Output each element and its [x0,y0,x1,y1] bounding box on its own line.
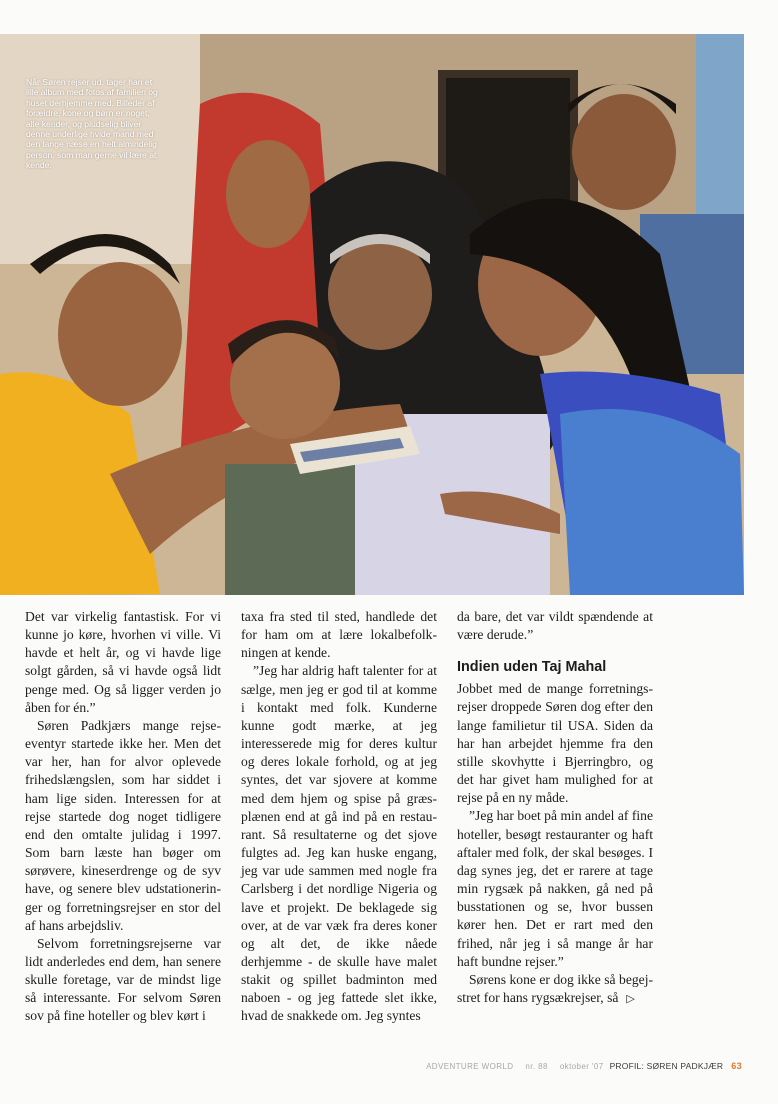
section-label: PROFIL: SØREN PADKJÆR [609,1061,724,1071]
page-footer [426,1061,742,1071]
paragraph-continued [457,971,653,1008]
article-column-3 [457,608,653,1008]
article-photo [0,34,744,595]
paragraph: taxa fra sted til sted, handlede det for ham om at lære lokalbefolkningen at kende. [241,609,437,661]
issue-number: nr. 88 [525,1062,548,1071]
continue-arrow-icon: ▷ [626,991,635,1005]
photo-caption: Når Søren rejser ud, tager han et lille album med fotos af familien og huset derhjemme med. Billeder af forældre, kone og børn er noget, alle kender, og pludselig bliver denne underlige hvide mand med den lange næse en helt almindelig person, som man gerne vil lære at kende. [26,77,158,171]
paragraph: Jobbet med de mange forretningsrejser droppede Søren dog efter den lange familietur til USA. Siden da har han arbejdet hjemme fra den stille skovhytte i Bjerringbro, og det har givet ham mulighed for at rejse på en ny måde. [457,681,653,806]
article-column-2 [241,608,437,1026]
paragraph: da bare, det var vildt spændende at være derude.” [457,609,653,643]
paragraph: ”Jeg har boet på min andel af fine hoteller, besøgt restauranter og haft aftaler med folk, der skal besøges. I dag synes jeg, det er rarere at tage min rygsæk på nakken, gå ned på busstationen og se, hvor bussen kører hen. Det er rart med den frihed, når jeg i så mange år har haft bundne rejser.” [457,808,653,969]
paragraph: ”Jeg har aldrig haft talenter for at sælge, men jeg er god til at komme i kontakt med folk. Kunderne kunne godt mærke, at jeg interesserede mig for deres kultur og deres lokale forhold, og at jeg syntes, det var sjovere at komme med dem hjem og spise på græsplænen end at gå ind på en restaurant. Så resultaterne og det sjove fulgtes ad. Jeg kan huske engang, jeg var ude sammen med nogle fra Carlsberg i det nordlige Nigeria og lave et projekt. De beklagede sig over, at de var væk fra deres koner og alt det, de ikke nåede derhjemme - de skulle have malet stakit og spillet badminton med naboen - og jeg fattede slet ikke, hvad de snakkede om. Jeg syntes [241,663,437,1024]
issue-date: oktober '07 [559,1062,604,1071]
paragraph-text: Sørens kone er dog ikke så begejstret for hans rygsækrejser, så [457,971,653,1005]
page-number: 63 [731,1061,742,1071]
magazine-name: ADVENTURE WORLD [426,1062,514,1071]
paragraph: Selvom forretningsrejserne var lidt anderledes end dem, han senere skulle foretage, var de mindst lige så interessante. For selvom Søren sov på fine hoteller og blev kørt i [25,935,221,1024]
paragraph: Det var virkelig fantastisk. For vi kunne jo køre, hvorhen vi ville. Vi havde et helt år, og vi havde lige solgt gården, så vi havde også lidt penge med. Og så ligger verden jo åben for én.” [25,609,221,715]
paragraph: Søren Padkjærs mange rejseeventyr startede ikke her. Men det var her, han for alvor oplevede frihedslængslen, som har siddet i ham lige siden. Interessen for at rejse startede dog noget tidligere end den omtalte julidag i 1997. Som barn læste han bøger om sørøvere, kineserdrenge og de syv have, og senere blev udstationeringer og forretningsrejser en stor del af hans arbejdsliv. [25,717,221,933]
article-column-1 [25,608,221,1026]
section-heading: Indien uden Taj Mahal [457,659,607,676]
